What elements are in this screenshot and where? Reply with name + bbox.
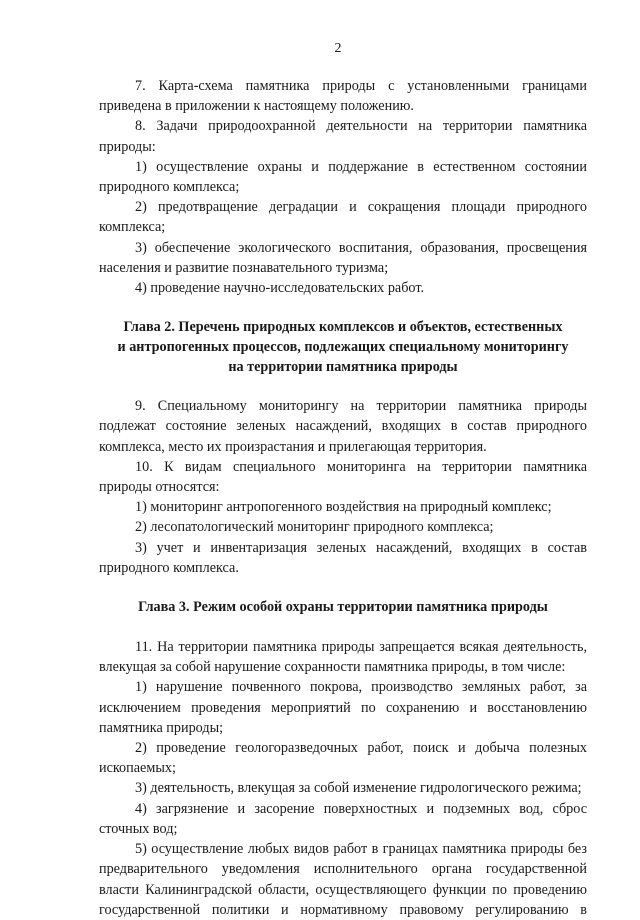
monitoring-item-1: 1) мониторинг антропогенного воздействия на природный комплекс; [135, 499, 552, 516]
paragraph-11: 11. На территории памятника природы запрещается всякая деятельность, влекущая за собой нарушение сохранности памятника природы, в том числе: [99, 639, 587, 676]
task-item-3: 3) обеспечение экологического воспитания, образования, просвещения населения и развитие познавательного туризма; [99, 239, 587, 276]
monitoring-item-3: 3) учет и инвентаризация зеленых насаждений, входящих в состав природного комплекса. [99, 539, 587, 576]
paragraph-8: 8. Задачи природоохранной деятельности на территории памятника природы: [99, 118, 587, 155]
prohibition-item-1: 1) нарушение почвенного покрова, производство земляных работ, за исключением проведения мероприятий по сохранению и восстановлению памятника природы; [99, 679, 587, 736]
prohibition-item-5: 5) осуществление любых видов работ в границах памятника природы без предварительного уведомления исполнительного органа государственной власти Калининградской области, осуществляющего функции по проведению государственной политики и нормативному правовому регулированию в [99, 841, 587, 918]
section-monitoring [99, 396, 587, 578]
task-item-1: 1) осуществление охраны и поддержание в естественном состоянии природного комплекса; [99, 158, 587, 196]
page-number: 2 [334, 41, 342, 56]
section-protection-regime [99, 637, 587, 920]
prohibition-item-2: 2) проведение геологоразведочных работ, поиск и добыча полезных ископаемых; [99, 740, 587, 777]
paragraph-7: 7. Карта-схема памятника природы с установленными границами приведена в приложении к настоящему положению. [99, 78, 587, 115]
chapter-2-heading-line-2: и антропогенных процессов, подлежащих специальному мониторингу [117, 339, 569, 356]
chapter-2-heading [99, 317, 587, 377]
paragraph-10: 10. К видам специального мониторинга на территории памятника природы относятся: [99, 458, 587, 496]
monitoring-item-2: 2) лесопатологический мониторинг природного комплекса; [135, 519, 494, 536]
document-page [99, 40, 587, 920]
section-tasks [99, 76, 587, 298]
paragraph-9: 9. Специальному мониторингу на территории памятника природы подлежат состояние зеленых насаждений, входящих в состав природного комплекса, место их произрастания и прилегающая территория. [99, 398, 587, 455]
prohibition-item-4: 4) загрязнение и засорение поверхностных и подземных вод, сброс сточных вод; [99, 800, 587, 837]
task-item-4: 4) проведение научно-исследовательских работ. [135, 280, 425, 297]
chapter-2-heading-line-1: Глава 2. Перечень природных комплексов и объектов, естественных [123, 319, 563, 336]
prohibition-item-3: 3) деятельность, влекущая за собой изменение гидрологического режима; [135, 780, 582, 797]
chapter-3-heading-title: Глава 3. Режим особой охраны территории памятника природы [138, 599, 548, 616]
task-item-2: 2) предотвращение деградации и сокращения площади природного комплекса; [99, 199, 587, 236]
chapter-3-heading [99, 597, 587, 617]
chapter-2-heading-line-3: на территории памятника природы [228, 359, 458, 376]
